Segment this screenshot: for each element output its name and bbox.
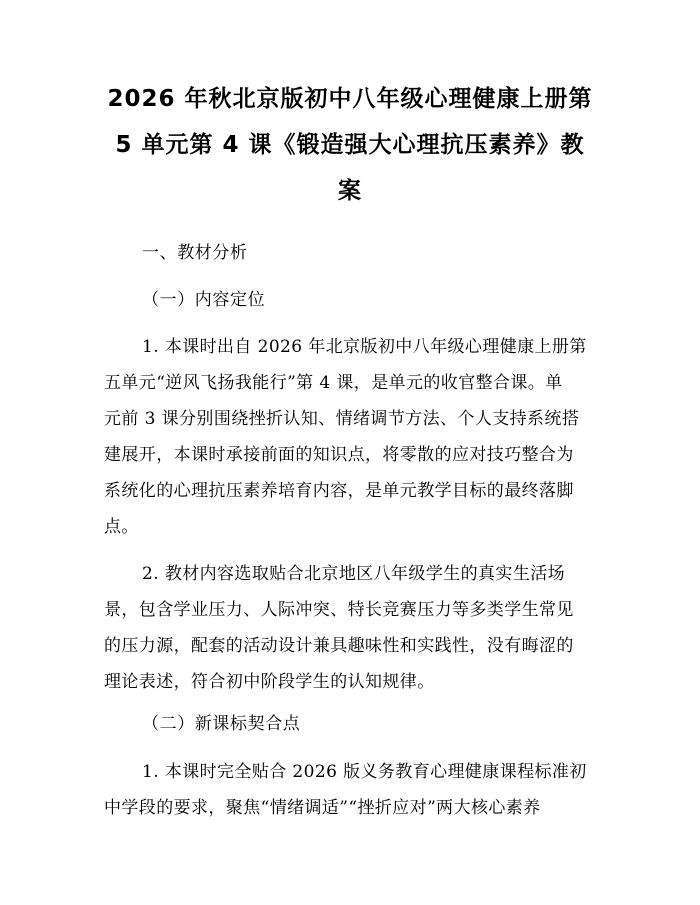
paragraph-2 (104, 556, 596, 700)
subsection-heading-content-positioning: （一）内容定位 (142, 290, 266, 310)
paragraph-line: 1. 本课时出自 2026 年北京版初中八年级心理健康上册第 (142, 337, 587, 357)
paragraph-3 (104, 754, 596, 826)
paragraph-line: 五单元“逆风飞扬我能行”第 4 课，是单元的收官整合课。单 (104, 373, 563, 393)
document-title (90, 76, 610, 214)
subsection-heading-curriculum-alignment: （二）新课标契合点 (142, 714, 301, 734)
paragraph-line: 1. 本课时完全贴合 2026 版义务教育心理健康课程标准初 (142, 762, 587, 782)
paragraph-line: 元前 3 课分别围绕挫折认知、情绪调节方法、个人支持系统搭 (104, 409, 580, 429)
paragraph-line: 景，包含学业压力、人际冲突、特长竞赛压力等多类学生常见 (104, 600, 574, 620)
title-line: 案 (338, 178, 362, 204)
paragraph-1 (104, 329, 596, 545)
paragraph-line: 建展开，本课时承接前面的知识点，将零散的应对技巧整合为 (104, 445, 574, 465)
paragraph-line: 的压力源，配套的活动设计兼具趣味性和实践性，没有晦涩的 (104, 636, 574, 656)
title-line: 5 单元第 4 课《锻造强大心理抗压素养》教 (115, 132, 585, 158)
paragraph-line: 2. 教材内容选取贴合北京地区八年级学生的真实生活场 (142, 564, 566, 584)
paragraph-line: 中学段的要求，聚焦“情绪调适”“挫折应对”两大核心素养 (104, 798, 541, 818)
paragraph-line: 理论表述，符合初中阶段学生的认知规律。 (104, 672, 435, 692)
section-heading-materials-analysis: 一、教材分析 (142, 243, 248, 263)
title-line: 2026 年秋北京版初中八年级心理健康上册第 (107, 86, 593, 112)
paragraph-line: 系统化的心理抗压素养培育内容，是单元教学目标的最终落脚 (104, 481, 574, 501)
paragraph-line: 点。 (104, 517, 139, 537)
